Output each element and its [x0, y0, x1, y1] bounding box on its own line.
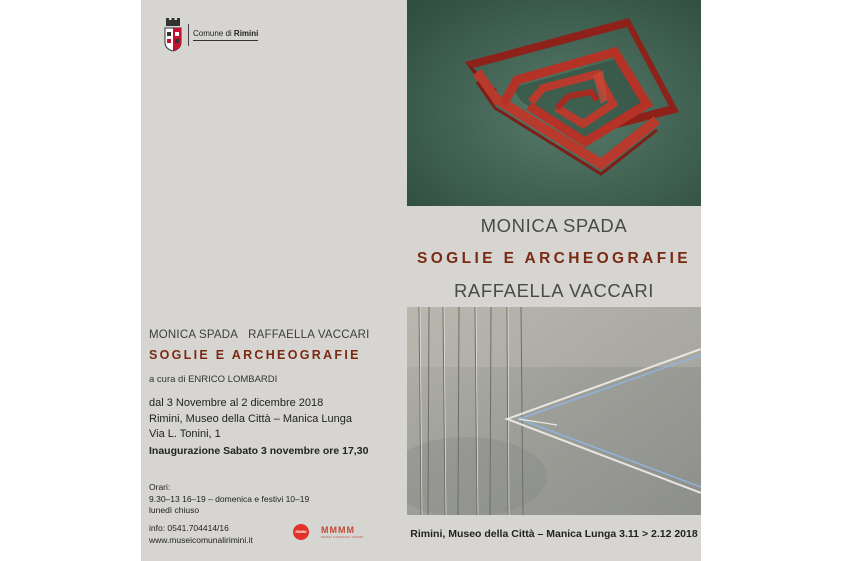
city-crest-icon: [163, 18, 183, 52]
website-link[interactable]: www.museicomunalirimini.it: [149, 535, 253, 545]
painting-vertical-lines: [407, 307, 701, 515]
info-phone: info: 0541.704414/16: [149, 523, 229, 533]
hours-label: Orari:: [149, 482, 171, 492]
info-panel: [141, 0, 407, 561]
exhibition-title: SOGLIE E ARCHEOGRAFIE: [149, 348, 361, 362]
address: Via L. Tonini, 1: [149, 428, 221, 440]
curator-line: a cura di ENRICO LOMBARDI: [149, 374, 278, 385]
exhibition-title-heading: SOGLIE E ARCHEOGRAFIE: [416, 250, 692, 267]
venue: Rimini, Museo della Città – Manica Lunga: [149, 412, 352, 425]
artists-line: [149, 329, 370, 341]
comune-logo: [163, 18, 258, 52]
logo-divider: [188, 24, 189, 46]
artist-name: RAFFAELLA VACCARI: [248, 329, 370, 341]
inauguration-line: Inaugurazione Sabato 3 novembre ore 17,30: [149, 445, 369, 457]
exhibition-flyer: [141, 0, 701, 561]
artist-name-heading: RAFFAELLA VACCARI: [453, 280, 655, 301]
artist-name-heading: MONICA SPADA: [480, 215, 628, 236]
contact-info: [149, 522, 253, 546]
hours-line: 9.30–13 16–19 – domenica e festivi 10–19: [149, 493, 310, 504]
musei-comunali-logo: MMMM MUSEI COMUNALI RIMINI: [321, 525, 364, 539]
comune-name: Comune di Rimini: [193, 29, 258, 41]
rimini-partner-logo: RIMINI: [293, 524, 309, 540]
painting-red-spiral: [407, 0, 701, 206]
footer-venue-dates: Rimini, Museo della Città – Manica Lunga 3.11 > 2.12 2018: [410, 528, 698, 540]
exhibition-dates: dal 3 Novembre al 2 dicembre 2018: [149, 397, 324, 409]
artist-name: MONICA SPADA: [149, 329, 239, 341]
artwork-panel: [407, 0, 701, 561]
opening-hours: [149, 482, 309, 517]
dates-block: [149, 396, 352, 443]
closed-day: lunedì chiuso: [149, 505, 200, 515]
